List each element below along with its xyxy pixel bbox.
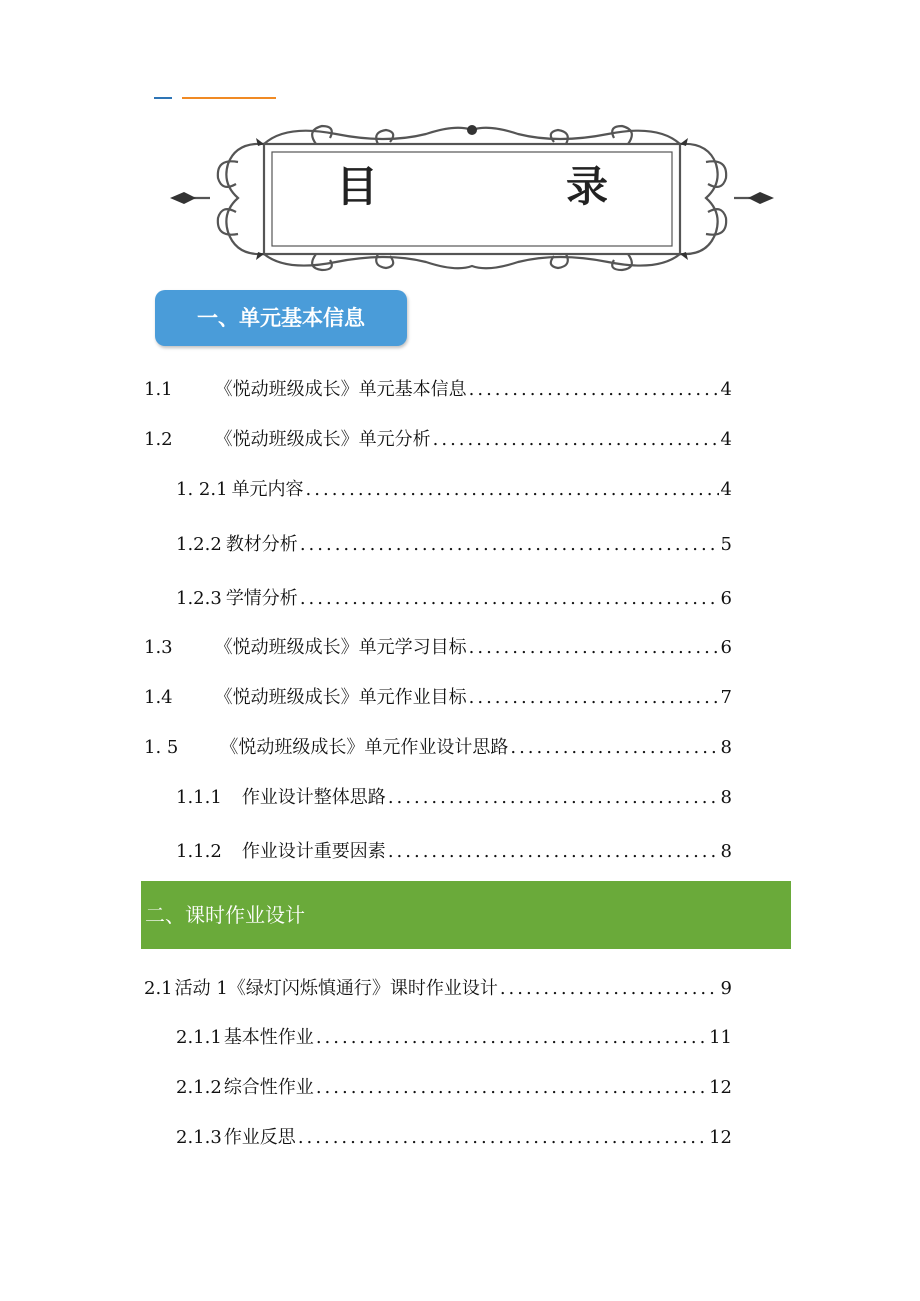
toc-leader [306,476,719,504]
toc-title: 《悦动班级成长》单元作业目标 [214,687,467,708]
toc-title: 作业设计整体思路 [241,787,386,808]
toc-title: 作业设计重要因素 [241,841,386,862]
toc-number: 1.1.2 [176,841,222,862]
toc-number: 2.1.2 [176,1077,222,1098]
toc-number: 1.2.3 [176,588,222,609]
toc-page: 9 [720,978,732,999]
toc-number: 1.2 [144,429,173,450]
toc-page: 6 [720,588,732,609]
toc-entry[interactable] [176,784,732,812]
toc-entry[interactable] [144,634,732,662]
toc-number: 1.4 [144,687,173,708]
toc-entry[interactable] [176,1074,732,1102]
header-rule-blue [154,97,172,99]
toc-page: 12 [709,1127,732,1148]
toc-number: 1.3 [144,637,173,658]
toc-number: 1. 2.1 [176,479,228,500]
toc-title: 教材分析 [225,534,298,555]
toc-leader [316,1024,707,1052]
toc-page: 4 [720,479,732,500]
toc-number: 2.1.1 [176,1027,222,1048]
toc-page: 8 [720,737,732,758]
toc-page: 5 [720,534,732,555]
toc-entry[interactable] [144,975,732,1003]
toc-entry[interactable] [144,426,732,454]
toc-leader [300,585,719,613]
toc-title: 学情分析 [225,588,298,609]
toc-title: 《悦动班级成长》单元分析 [214,429,431,450]
toc-page: 8 [720,787,732,808]
toc-leader [298,1124,707,1152]
title-char-2: 录 [566,162,609,211]
toc-number: 1.1.1 [176,787,222,808]
toc-title: 单元内容 [231,479,304,500]
toc-number: 2.1 [144,978,173,999]
toc-number: 1. 5 [144,737,179,758]
toc-page: 4 [720,429,732,450]
toc-leader [510,734,718,762]
toc-title: 《悦动班级成长》单元学习目标 [214,637,467,658]
toc-leader [500,975,719,1003]
toc-page: 4 [720,379,732,400]
toc-entry[interactable] [144,734,732,762]
toc-leader [469,634,719,662]
header-rule-orange [182,97,276,99]
toc-leader [469,684,719,712]
toc-page: 12 [709,1077,732,1098]
toc-number: 1.2.2 [176,534,222,555]
toc-page: 7 [720,687,732,708]
title-char-1: 目 [336,162,379,211]
toc-entry[interactable] [176,1124,732,1152]
toc-leader [469,376,719,404]
toc-entry[interactable] [176,585,732,613]
toc-leader [316,1074,707,1102]
toc-page: 11 [709,1027,732,1048]
section-heading-unit-info: 一、单元基本信息 [155,290,407,346]
toc-leader [388,838,719,866]
toc-entry[interactable] [144,376,732,404]
toc-page: 8 [720,841,732,862]
toc-title: 作业反思 [223,1127,296,1148]
toc-title: 《悦动班级成长》单元作业设计思路 [220,737,509,758]
toc-leader [388,784,719,812]
toc-title: 活动 1《绿灯闪烁慎通行》课时作业设计 [174,978,498,999]
toc-entry[interactable] [144,684,732,712]
toc-leader [300,531,719,559]
toc-title: 综合性作业 [223,1077,314,1098]
toc-entry[interactable] [176,1024,732,1052]
toc-leader [433,426,719,454]
toc-entry[interactable] [176,531,732,559]
toc-entry[interactable] [176,476,732,504]
toc-number: 2.1.3 [176,1127,222,1148]
toc-number: 1.1 [144,379,173,400]
toc-title: 基本性作业 [223,1027,314,1048]
toc-entry[interactable] [176,838,732,866]
toc-page: 6 [720,637,732,658]
ornamental-title-frame [166,122,778,274]
section-heading-lesson-design: 二、课时作业设计 [141,881,791,949]
toc-title: 《悦动班级成长》单元基本信息 [214,379,467,400]
